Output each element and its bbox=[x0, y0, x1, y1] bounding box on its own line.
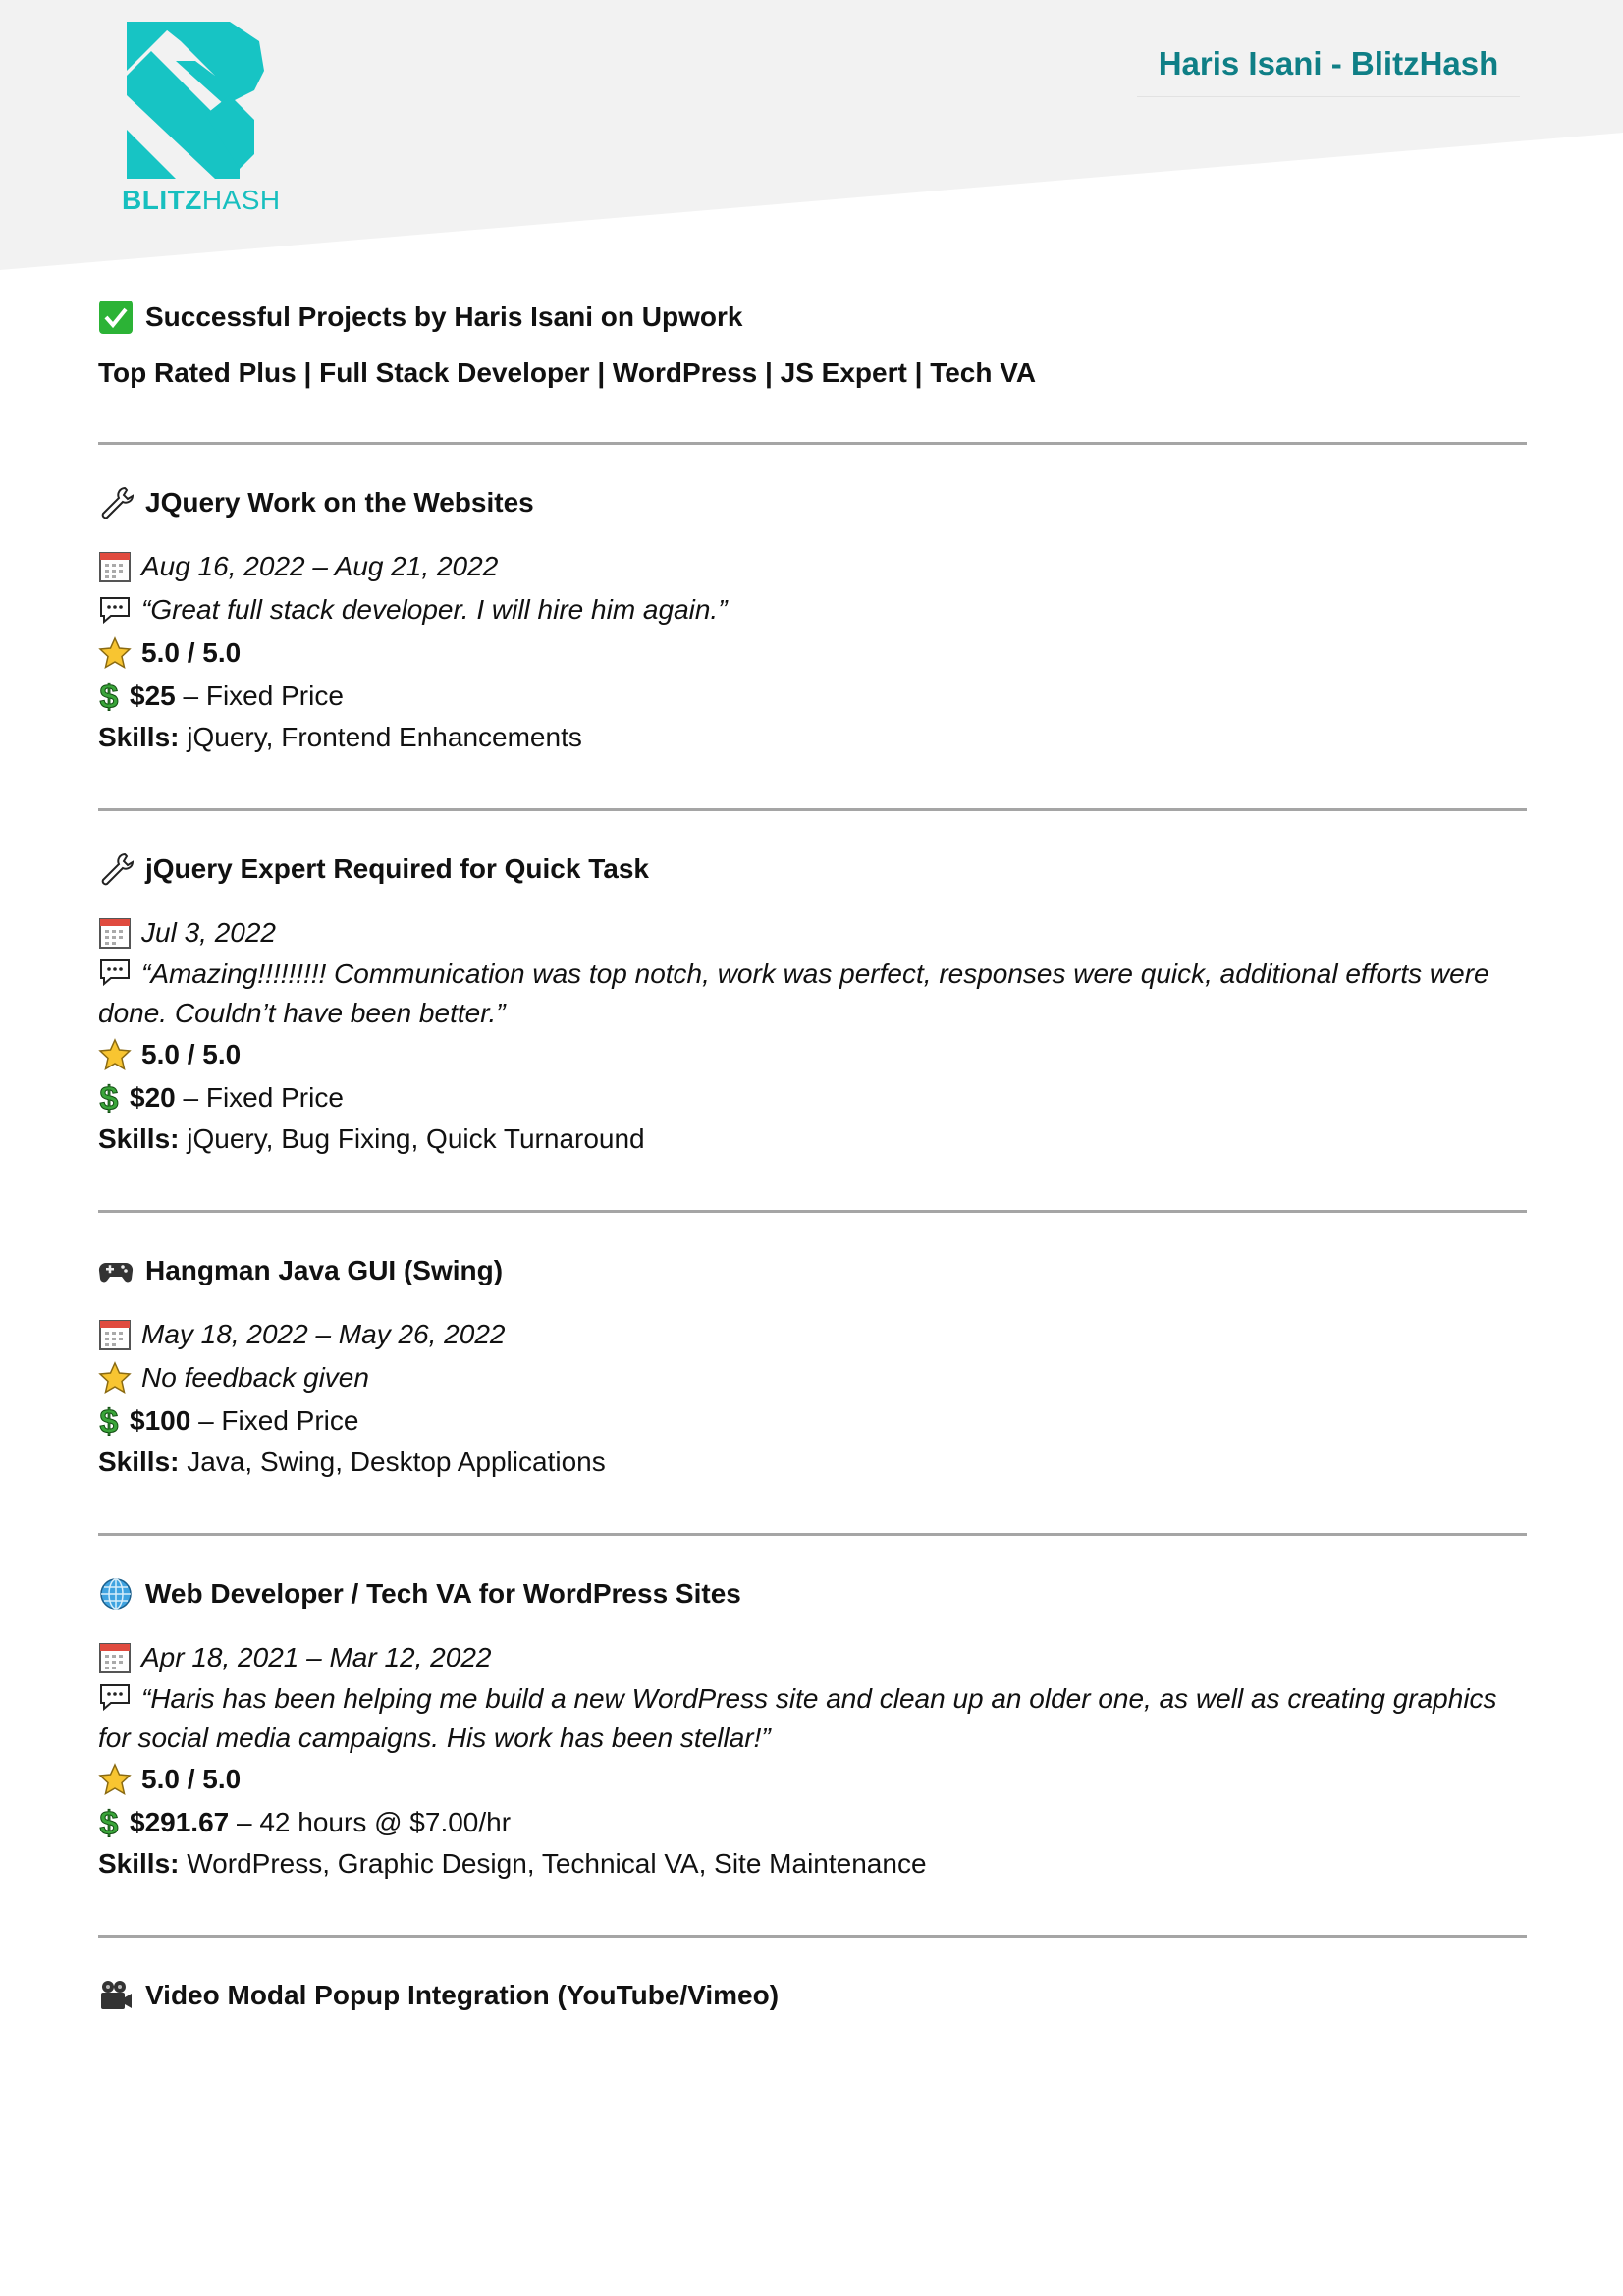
section-divider bbox=[98, 1533, 1527, 1536]
dollar-sign-icon bbox=[98, 1081, 120, 1115]
dollar-sign-icon bbox=[98, 680, 120, 713]
dollar-sign-icon bbox=[98, 1404, 120, 1438]
project-rating-row bbox=[98, 1033, 1527, 1076]
gamepad-icon bbox=[98, 1253, 134, 1288]
section-divider bbox=[98, 808, 1527, 811]
project-title-row bbox=[98, 1569, 1527, 1618]
project-amount: $100 bbox=[130, 1405, 191, 1436]
project-amount: $291.67 bbox=[130, 1807, 230, 1837]
section-divider bbox=[98, 1210, 1527, 1213]
skills-list: WordPress, Graphic Design, Technical VA, Site Maintenance bbox=[179, 1848, 927, 1879]
project-price-row bbox=[98, 675, 1527, 718]
project-title: jQuery Expert Required for Quick Task bbox=[145, 853, 649, 884]
project-feedback-block bbox=[98, 1679, 1527, 1758]
intro-title: Successful Projects by Haris Isani on Upwork bbox=[145, 301, 743, 332]
project-skills bbox=[98, 1443, 1527, 1482]
project-date-row bbox=[98, 545, 1527, 588]
wrench-icon bbox=[98, 485, 134, 520]
project-rating-text: No feedback given bbox=[141, 1362, 369, 1393]
project-feedback-row bbox=[98, 955, 1527, 1033]
project-feedback-row bbox=[98, 588, 1527, 631]
project-date-row bbox=[98, 1636, 1527, 1679]
project-rating: 5.0 / 5.0 bbox=[141, 1764, 242, 1794]
header-author-name: Haris Isani - BlitzHash bbox=[1137, 45, 1520, 97]
film-camera-icon bbox=[98, 1978, 134, 2013]
intro-title-row bbox=[98, 293, 1527, 342]
project-date: Aug 16, 2022 – Aug 21, 2022 bbox=[141, 551, 499, 581]
skills-list: Java, Swing, Desktop Applications bbox=[179, 1447, 606, 1477]
project-feedback: “Great full stack developer. I will hire him again.” bbox=[141, 594, 728, 625]
project-rating-row bbox=[98, 1758, 1527, 1801]
project-rating-row bbox=[98, 1356, 1527, 1399]
skills-label: Skills: bbox=[98, 1447, 180, 1477]
skills-label: Skills: bbox=[98, 722, 180, 752]
project-price-row bbox=[98, 1399, 1527, 1443]
document-body bbox=[98, 293, 1527, 2020]
star-icon bbox=[98, 1038, 132, 1071]
svg-text:$: $ bbox=[99, 680, 119, 713]
project-title: Video Modal Popup Integration (YouTube/Vimeo) bbox=[145, 1980, 780, 2010]
project-date: Apr 18, 2021 – Mar 12, 2022 bbox=[141, 1642, 492, 1672]
calendar-icon bbox=[98, 1318, 132, 1351]
project-feedback-row bbox=[98, 1679, 1527, 1758]
project-title: Web Developer / Tech VA for WordPress Sites bbox=[145, 1578, 741, 1609]
skills-list: jQuery, Bug Fixing, Quick Turnaround bbox=[179, 1123, 645, 1154]
project-date-row bbox=[98, 1313, 1527, 1356]
project-title-row bbox=[98, 1246, 1527, 1295]
project-amount: $25 bbox=[130, 681, 176, 711]
svg-text:$: $ bbox=[99, 1806, 119, 1839]
project-rating: 5.0 / 5.0 bbox=[141, 1039, 242, 1069]
star-icon bbox=[98, 1361, 132, 1394]
project-price-row bbox=[98, 1076, 1527, 1120]
brand-logo bbox=[122, 22, 281, 216]
project-title: Hangman Java GUI (Swing) bbox=[145, 1255, 504, 1285]
project-pricing: – Fixed Price bbox=[190, 1405, 359, 1436]
intro-subtitle: Top Rated Plus | Full Stack Developer | WordPress | JS Expert | Tech VA bbox=[98, 357, 1037, 388]
skills-label: Skills: bbox=[98, 1123, 180, 1154]
dollar-sign-icon bbox=[98, 1806, 120, 1839]
calendar-icon bbox=[98, 916, 132, 950]
project-feedback-block bbox=[98, 955, 1527, 1033]
speech-bubble-icon bbox=[98, 956, 132, 989]
project-feedback: “Amazing!!!!!!!!! Communication was top notch, work was perfect, responses were quick, additional efforts were done. Couldn’t have been better.” bbox=[98, 958, 1489, 1028]
project-skills bbox=[98, 1120, 1527, 1159]
project-skills bbox=[98, 718, 1527, 757]
project-price-row bbox=[98, 1801, 1527, 1844]
calendar-icon bbox=[98, 550, 132, 583]
project-entry bbox=[98, 478, 1527, 757]
project-date-row bbox=[98, 911, 1527, 955]
skills-label: Skills: bbox=[98, 1848, 180, 1879]
project-entry bbox=[98, 1246, 1527, 1482]
speech-bubble-icon bbox=[98, 593, 132, 627]
project-pricing: – Fixed Price bbox=[175, 681, 344, 711]
project-rating-row bbox=[98, 631, 1527, 675]
project-amount: $20 bbox=[130, 1082, 176, 1113]
speech-bubble-icon bbox=[98, 1680, 132, 1714]
svg-text:$: $ bbox=[99, 1404, 119, 1438]
calendar-icon bbox=[98, 1641, 132, 1674]
project-title-row bbox=[98, 1971, 1527, 2020]
skills-list: jQuery, Frontend Enhancements bbox=[179, 722, 582, 752]
project-pricing: – Fixed Price bbox=[175, 1082, 344, 1113]
globe-icon bbox=[98, 1576, 134, 1612]
project-title-row bbox=[98, 478, 1527, 527]
star-icon bbox=[98, 1763, 132, 1796]
project-title-row bbox=[98, 845, 1527, 894]
svg-text:$: $ bbox=[99, 1081, 119, 1115]
section-divider bbox=[98, 442, 1527, 445]
section-divider bbox=[98, 1935, 1527, 1938]
project-date: May 18, 2022 – May 26, 2022 bbox=[141, 1319, 506, 1349]
logo-text-bold: BLITZ bbox=[122, 185, 202, 215]
project-title: JQuery Work on the Websites bbox=[145, 487, 534, 518]
wrench-icon bbox=[98, 851, 134, 887]
project-entry bbox=[98, 1569, 1527, 1884]
logo-text-light: HASH bbox=[201, 185, 281, 215]
project-date: Jul 3, 2022 bbox=[141, 917, 276, 948]
brand-logo-text bbox=[122, 185, 281, 216]
blitzhash-logo-mark bbox=[122, 22, 269, 179]
check-mark-icon bbox=[98, 300, 134, 335]
project-rating: 5.0 / 5.0 bbox=[141, 637, 242, 668]
project-entry bbox=[98, 1971, 1527, 2020]
project-feedback: “Haris has been helping me build a new WordPress site and clean up an older one, as well as creating graphics for social media campaigns. His work has been stellar!” bbox=[98, 1683, 1497, 1753]
project-entry bbox=[98, 845, 1527, 1159]
star-icon bbox=[98, 636, 132, 670]
project-skills bbox=[98, 1844, 1527, 1884]
project-pricing: – 42 hours @ $7.00/hr bbox=[229, 1807, 512, 1837]
